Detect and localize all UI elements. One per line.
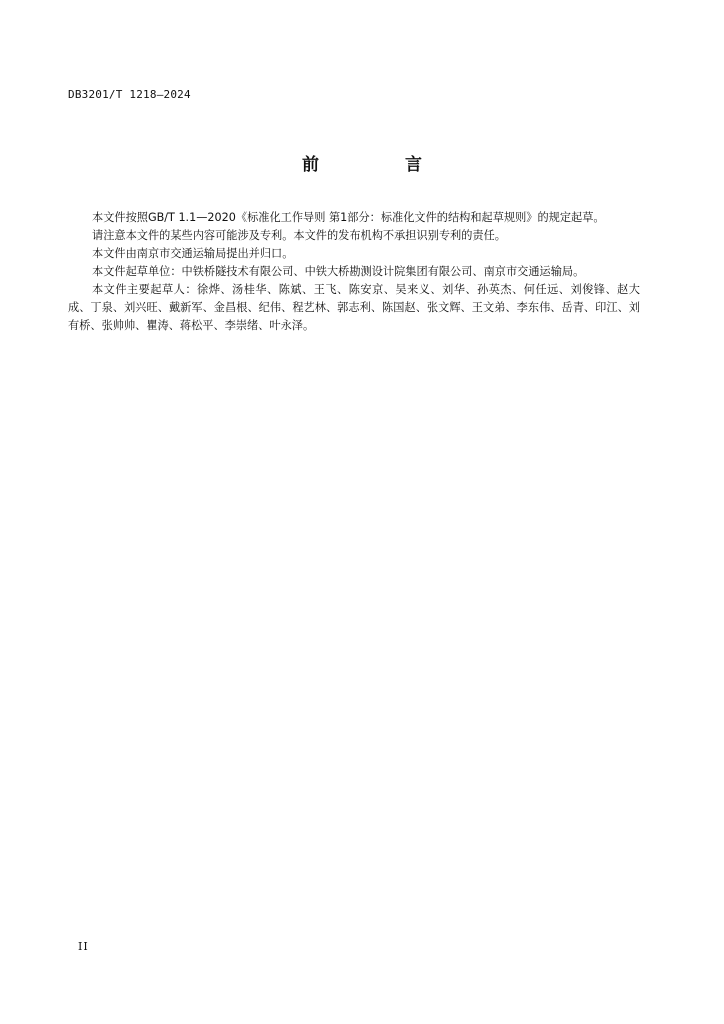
page-title: 前 言 <box>302 155 462 175</box>
paragraph-drafting-units: 本文件起草单位：中铁桥隧技术有限公司、中铁大桥勘测设计院集团有限公司、南京市交通运输局。 <box>92 265 585 278</box>
paragraph-patent-notice: 请注意本文件的某些内容可能涉及专利。本文件的发布机构不承担识别专利的责任。 <box>92 229 506 242</box>
foreword-body <box>68 209 640 335</box>
standard-code: DB3201/T 1218—2024 <box>68 88 191 101</box>
page-number: II <box>78 940 89 953</box>
paragraph-proposer: 本文件由南京市交通运输局提出并归口。 <box>92 247 294 260</box>
paragraph-drafters: 本文件主要起草人：徐烨、汤桂华、陈斌、王飞、陈安京、吴来义、刘华、孙英杰、何任远、刘俊锋、赵大成、丁泉、刘兴旺、戴新军、金昌根、纪伟、程艺林、郭志利、陈国赵、张文辉、王文弟、李东伟、岳青、印江、刘有桥、张帅帅、瞿涛、蒋松平、李崇绪、叶永泽。 <box>68 283 640 332</box>
paragraph-drafting-rules: 本文件按照GB/T 1.1—2020《标准化工作导则 第1部分：标准化文件的结构和起草规则》的规定起草。 <box>92 211 605 224</box>
